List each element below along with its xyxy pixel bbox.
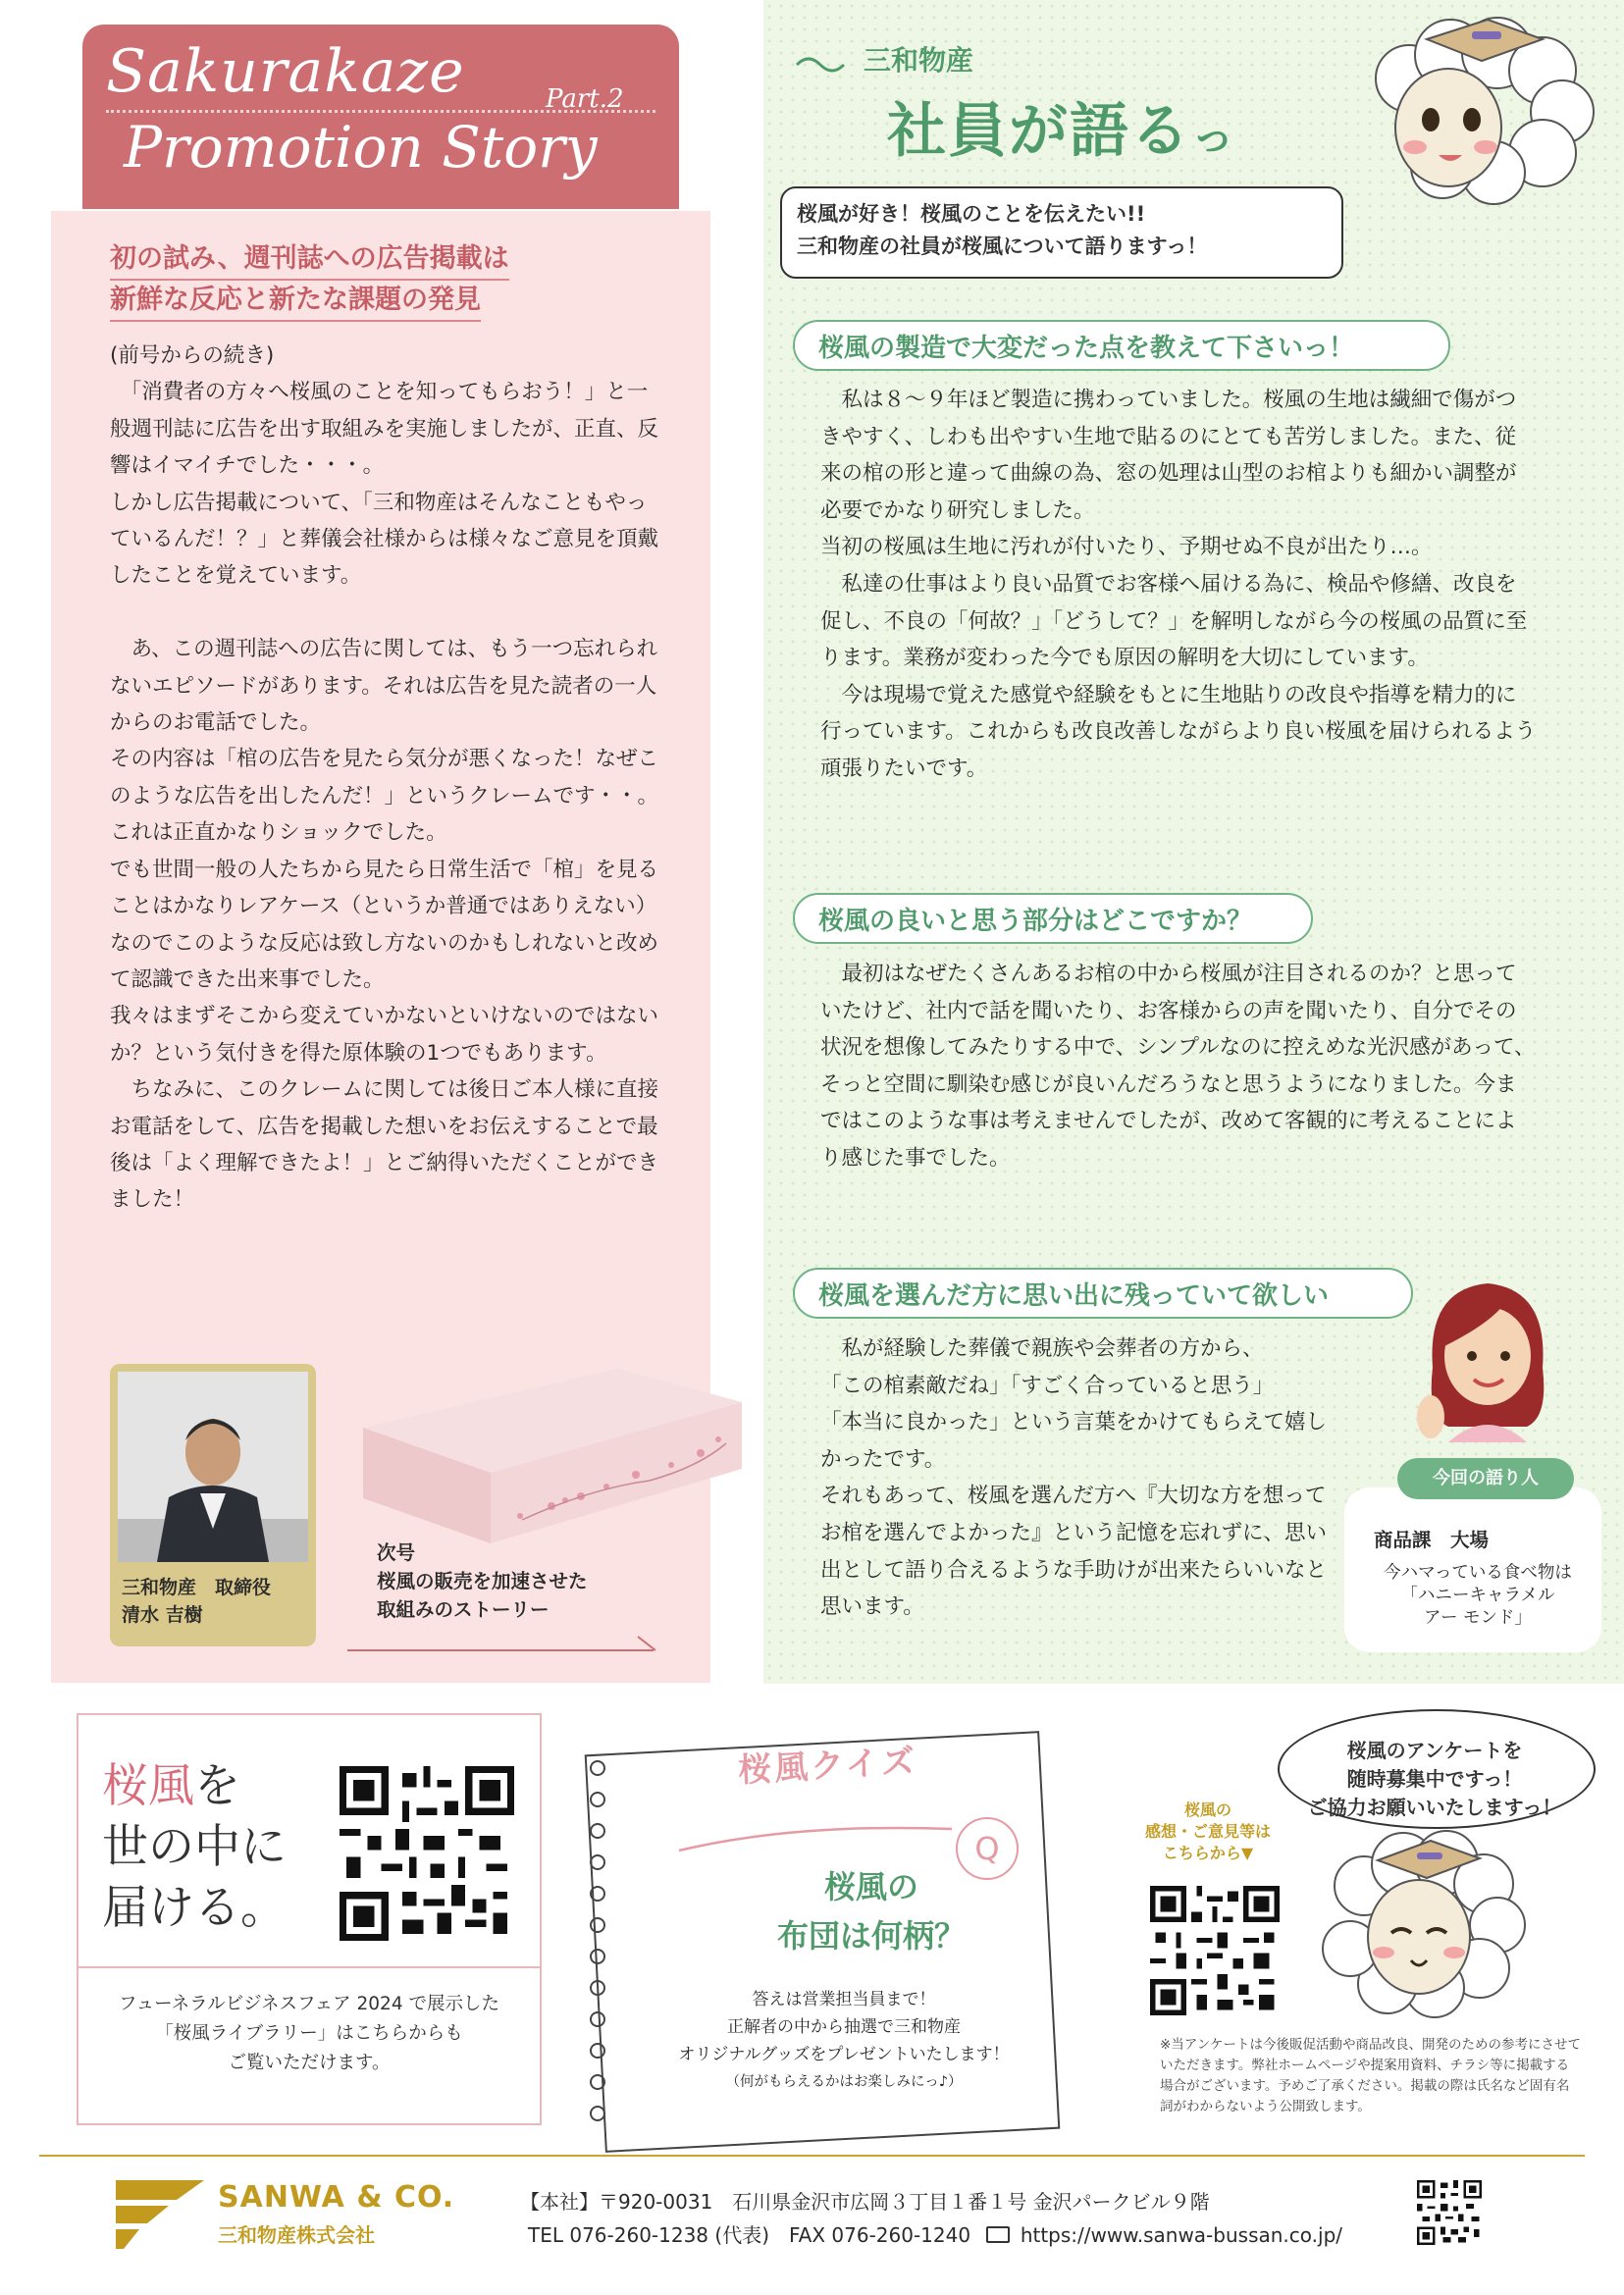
footer-brand-name: SANWA & CO.: [218, 2180, 455, 2215]
paragraph: 今は現場で覚えた感覚や経験をもとに生地貼りの改良や指導を精力的に行っています。これからも改良改善しながらより良い桜風を届けられるよう頑張りたいです。: [820, 682, 1537, 781]
library-promo-title: [102, 1756, 338, 1939]
squiggle-decoration-icon: [793, 51, 854, 77]
speaker-favorite-food: [1370, 1562, 1586, 1630]
quiz-q-badge: Q: [956, 1817, 1019, 1880]
executive-photo: [118, 1372, 308, 1562]
intro-speech-text: [797, 198, 1327, 263]
left-heading-line: 初の試み、週刊誌への広告掲載は: [110, 239, 509, 281]
survey-bubble-line: 桜風のアンケートを: [1346, 1739, 1523, 1762]
paragraph: 「本当に良かった」という言葉をかけてもらえて嬉しかったです。: [820, 1410, 1328, 1472]
quiz-question-line: 布団は何柄？: [776, 1917, 966, 1955]
left-article-heading: [110, 239, 659, 322]
paragraph: 我々はまずそこから変えていかないといけないのではないか？という気付きを得た原体験の1つでもあります。: [110, 1004, 659, 1066]
intro-speech-line: 三和物産の社員が桜風について語りますっ！: [797, 235, 1208, 258]
paragraph-spacer: [110, 595, 665, 631]
title-highlight: 桜風: [102, 1759, 194, 1813]
sanwa-logo-icon: [116, 2180, 204, 2249]
footer-website-link[interactable]: https://www.sanwa-bussan.co.jp/: [1020, 2223, 1343, 2247]
speaker-name: 商品課 大場: [1374, 1529, 1490, 1551]
quiz-answer-note: [638, 1986, 1050, 2096]
paragraph: その内容は「棺の広告を見たら気分が悪くなった！なぜこのような広告を出したんだ！」というクレームです・・。これは正直かなりショックでした。: [110, 747, 659, 846]
speaker-tag: 今回の語り人: [1397, 1458, 1574, 1499]
quiz-question-line: 桜風の: [823, 1868, 918, 1905]
feature-title-main: 社員が語る: [887, 97, 1191, 166]
paragraph: 当初の桜風は生地に汚れが付いたり、予期せぬ不良が出たり…。: [820, 535, 1433, 560]
survey-label-line: こちらから▼: [1162, 1844, 1254, 1862]
quiz-note-line: オリジナルグッズをプレゼントいたします！: [678, 2045, 1010, 2064]
paragraph: 「この棺素敵だね」「すごく合っていると思う」: [820, 1373, 1275, 1398]
banner-title-line2: Promotion Story: [124, 114, 598, 181]
footer-address: 【本社】〒920-0031 石川県金沢市広岡３丁目１番１号 金沢パークビル９階: [520, 2190, 1210, 2214]
survey-bubble-line: 随時募集中ですっ！: [1346, 1767, 1523, 1791]
footer-contact: [528, 2219, 1342, 2248]
paragraph: でも世間一般の人たちから見たら日常生活で「棺」を見ることはかなりレアケース（というか普通ではありえない）なのでこのような反応は致し方ないのかもしれないと改めて認識できた出来事でした。: [110, 857, 659, 992]
paragraph: 私が経験した葬儀で親族や会葬者の方から、: [820, 1336, 1264, 1361]
survey-qr-code-icon[interactable]: [1150, 1886, 1280, 2015]
next-issue-heading: 次号: [377, 1541, 416, 1564]
quiz-underline-decoration: [677, 1815, 1001, 1854]
paragraph: 私達の仕事はより良い品質でお客様へ届ける為に、検品や修繕、改良を促し、不良の「何故？」「どうして？」を解明しながら今の桜風の品質に至ります。業務が変わった今でも原因の解明を大切にしています。: [820, 571, 1528, 671]
title-text: を: [194, 1759, 240, 1813]
next-issue-text: 桜風の販売を加速させた: [377, 1570, 588, 1592]
title-text: 届ける。: [102, 1881, 287, 1935]
sheep-mascot-icon: [1340, 10, 1605, 206]
left-article-body: [110, 338, 665, 1219]
footer-tel-fax: TEL 076-260-1238 (代表) FAX 076-260-1240: [528, 2223, 971, 2247]
left-heading-line: 新鮮な反応と新たな課題の発見: [110, 281, 481, 322]
survey-bubble-text: [1295, 1737, 1574, 1822]
survey-disclaimer: ※当アンケートは今後販促活動や商品改良、開発のための参考にさせていただきます。弊社ホームページや提案用資料、チラシ等に掲載する場合がございます。予めご了承ください。掲載の際は氏名など固有名詞がわからないよう公開致します。: [1160, 2037, 1582, 2114]
quiz-question: [724, 1862, 1019, 1960]
executive-name: 清水 吉樹: [122, 1604, 203, 1626]
next-issue-label: [377, 1539, 701, 1624]
survey-label-line: 桜風の: [1183, 1800, 1231, 1819]
feature-brand-label: 三和物産: [864, 44, 974, 77]
sheep-mascot-icon: [1315, 1827, 1527, 2023]
banner-part-label: Part.2: [546, 84, 624, 114]
question-1-title: 桜風の製造で大変だった点を教えて下さいっ！: [818, 334, 1355, 363]
speaker-fav-line: 「ハニーキャラメル: [1400, 1586, 1555, 1605]
quiz-title: 桜風クイズ: [737, 1742, 919, 1791]
question-3-answer: [820, 1330, 1331, 1626]
quiz-note-line: 答えは営業担当員まで！: [752, 1990, 936, 2009]
survey-label-line: 感想・ご意見等は: [1144, 1822, 1271, 1841]
paragraph: ちなみに、このクレームに関しては後日ご本人様に直接お電話をして、広告を掲載した想いをお伝えすることで最後は「よく理解できたよ！」とご納得いただくことができました！: [110, 1077, 659, 1213]
library-promo-divider: [77, 1966, 541, 1968]
footer-divider: [39, 2155, 1585, 2157]
banner-title-line1: Sakurakaze: [106, 37, 465, 106]
footer-brand-name-jp: 三和物産株式会社: [218, 2223, 375, 2247]
notepad-spiral-icon: [583, 1756, 612, 2129]
question-2-answer: [820, 956, 1537, 1177]
next-issue-text: 取組みのストーリー: [377, 1598, 550, 1621]
caption-line: ご覧いただけます。: [228, 2053, 391, 2073]
feature-title-tail: っ: [1191, 112, 1236, 162]
website-qr-code-icon[interactable]: [1417, 2180, 1482, 2245]
sakurakaze-coffin-illustration: [355, 1359, 748, 1555]
question-1-answer: [820, 382, 1537, 788]
speaker-fav-line: 今ハマっている食べ物は: [1384, 1563, 1572, 1583]
next-issue-arrow-icon: [347, 1633, 663, 1658]
caption-line: 「桜風ライブラリー」はこちらからも: [155, 2023, 463, 2044]
title-text: 世の中に: [102, 1820, 287, 1874]
executive-title: 三和物産 取締役: [122, 1577, 272, 1598]
caption-line: フューネラルビジネスフェア 2024 で展示した: [119, 1994, 499, 2014]
speaker-fav-line: アー モンド」: [1423, 1608, 1533, 1628]
question-2-title: 桜風の良いと思う部分はどこですか？: [818, 907, 1253, 936]
library-qr-code-icon[interactable]: [340, 1766, 514, 1941]
survey-label: [1134, 1799, 1282, 1864]
library-promo-caption: [88, 1990, 530, 2078]
quiz-note-line: 正解者の中から抽選で三和物産: [727, 2017, 961, 2037]
intro-speech-line: 桜風が好き！桜風のことを伝えたい!!: [797, 202, 1146, 226]
feature-title: [887, 84, 1236, 169]
paragraph: あ、この週刊誌への広告に関しては、もう一つ忘れられないエピソードがあります。それは広告を見た読者の一人からのお電話でした。: [110, 637, 658, 736]
paragraph: 私は８～９年ほど製造に携わっていました。桜風の生地は繊細で傷がつきやすく、しわも出やすい生地で貼るのにとても苦労しました。また、従来の棺の形と違って曲線の為、窓の処理は山型のお棺よりも細かい調整が必要でかなり研究しました。: [820, 388, 1517, 523]
question-3-title: 桜風を選んだ方に思い出に残っていて欲しい: [818, 1281, 1330, 1311]
speaker-avatar-icon: [1409, 1270, 1566, 1442]
paragraph: 最初はなぜたくさんあるお棺の中から桜風が注目されるのか？と思っていたけど、社内で話を聞いたり、お客様からの声を聞いたり、自分でその状況を想像してみたりする中で、シンプルなのに控えめな光沢感があって、そっと空間に馴染む感じが良いんだろうなと思うようになりました。今まではこのような事は考えませんでしたが、改めて客観的に考えることにより感じた事でした。: [820, 962, 1536, 1171]
laptop-icon: [986, 2226, 1010, 2243]
quiz-note-small: （何がもらえるかはお楽しみにっ♪）: [725, 2074, 963, 2090]
paragraph: しかし広告掲載について、「三和物産はそんなこともやっているんだ！？」と葬儀会社様からは様々なご意見を頂戴したことを覚えています。: [110, 490, 659, 589]
survey-bubble-line: ご協力お願いいたしますっ！: [1307, 1796, 1562, 1819]
executive-caption: [122, 1574, 308, 1629]
paragraph: (前号からの続き): [110, 343, 275, 368]
paragraph: それもあって、桜風を選んだ方へ『大切な方を想ってお棺を選んでよかった』という記憶を忘れずに、思い出として語り合えるような手助けが出来たらいいなと思います。: [820, 1484, 1328, 1620]
paragraph: 「消費者の方々へ桜風のことを知ってもらおう！」と一般週刊誌に広告を出す取組みを実施しましたが、正直、反響はイマイチでした・・・。: [110, 380, 659, 479]
